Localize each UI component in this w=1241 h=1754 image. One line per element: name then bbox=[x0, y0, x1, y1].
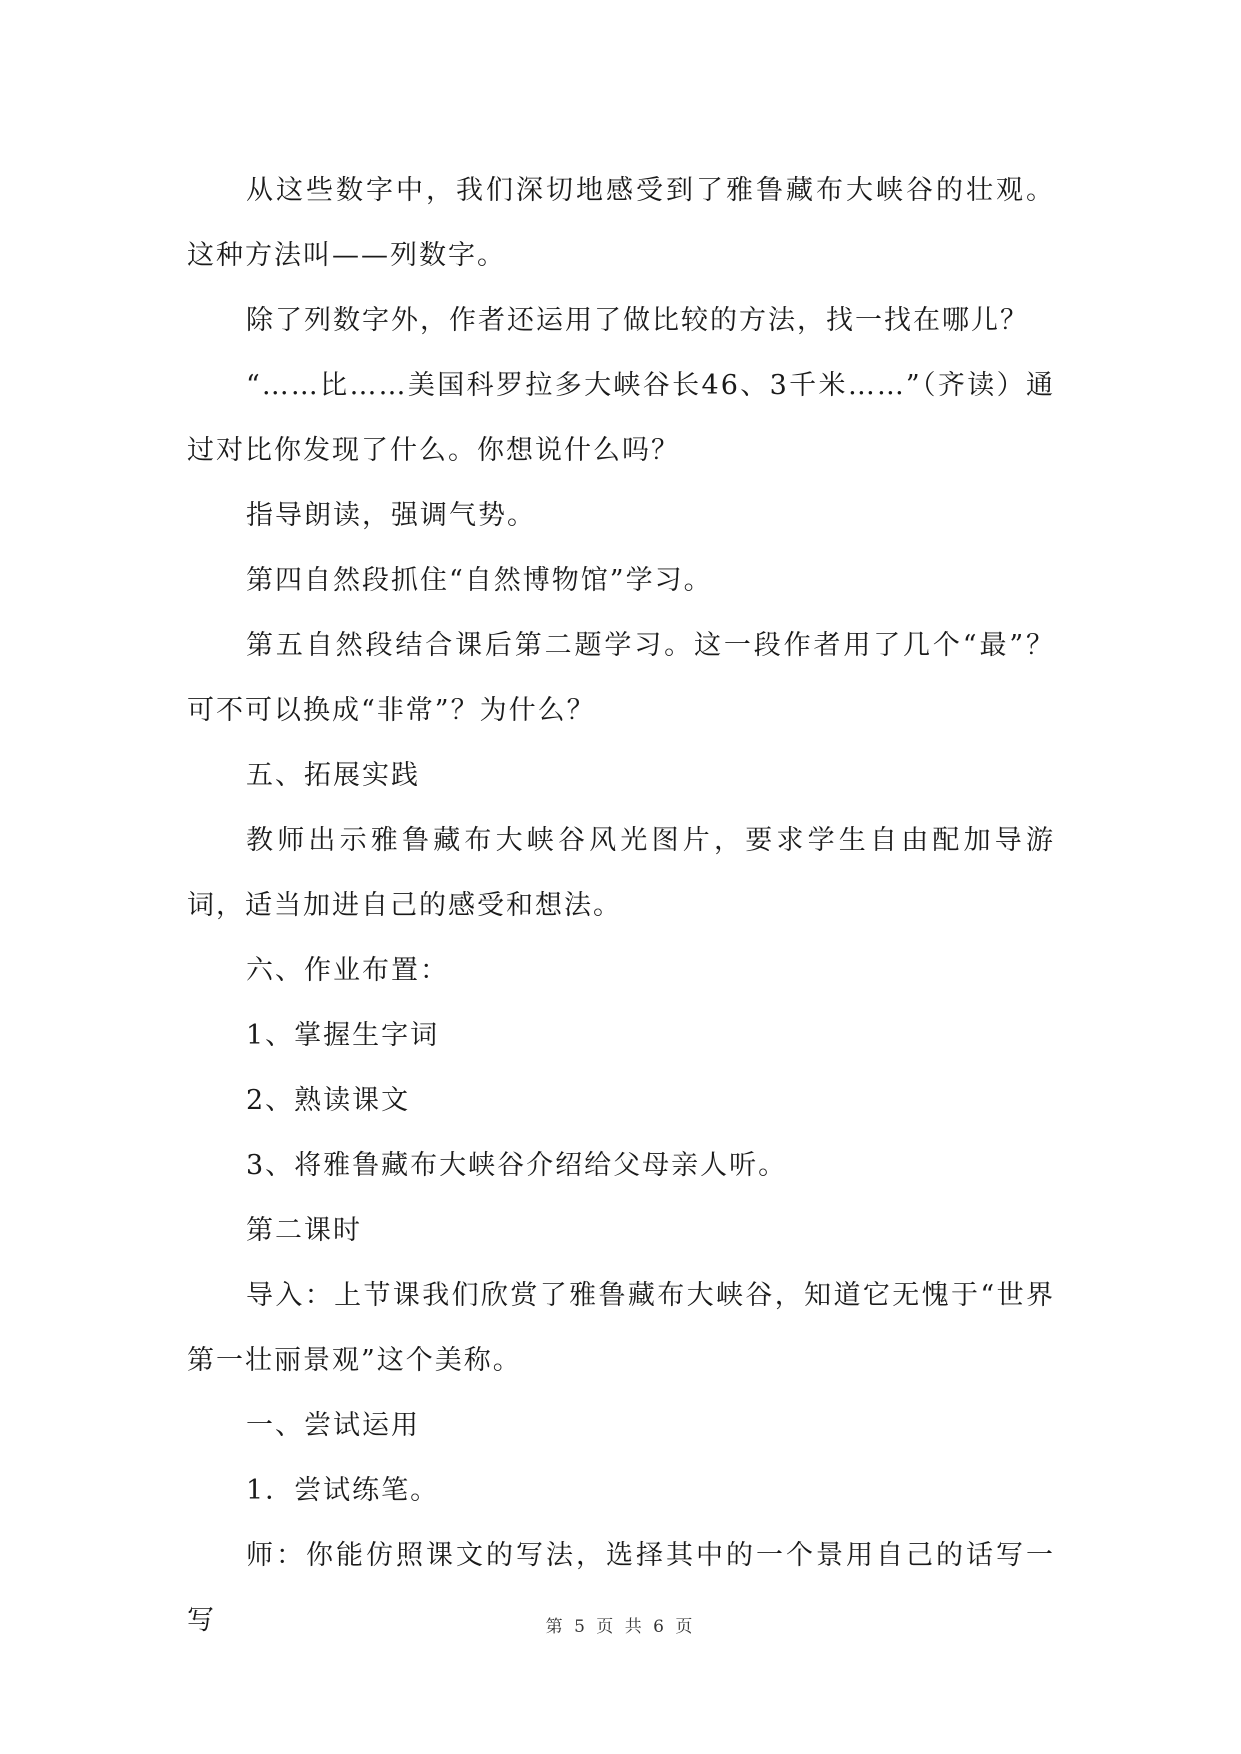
paragraph: 师：你能仿照课文的写法，选择其中的一个景用自己的话写一写 bbox=[187, 1540, 1055, 1636]
paragraph: 指导朗读，强调气势。 bbox=[246, 500, 536, 531]
list-item: 2、熟读课文 bbox=[246, 1085, 411, 1116]
paragraph: 除了列数字外，作者还运用了做比较的方法，找一找在哪儿？ bbox=[246, 305, 1029, 336]
section-heading: 第二课时 bbox=[246, 1215, 362, 1246]
list-item: 3、将雅鲁藏布大峡谷介绍给父母亲人听。 bbox=[246, 1150, 788, 1181]
list-item: 1、掌握生字词 bbox=[246, 1020, 440, 1051]
paragraph: 教师出示雅鲁藏布大峡谷风光图片，要求学生自由配加导游词，适当加进自己的感受和想法。 bbox=[187, 825, 1055, 921]
section-heading: 五、拓展实践 bbox=[246, 760, 420, 791]
section-heading: 一、尝试运用 bbox=[246, 1410, 420, 1441]
page-number-footer: 第 5 页 共 6 页 bbox=[545, 1617, 696, 1637]
section-heading: 六、作业布置： bbox=[246, 955, 449, 986]
paragraph: 第四自然段抓住“自然博物馆”学习。 bbox=[246, 565, 713, 596]
paragraph: 导入：上节课我们欣赏了雅鲁藏布大峡谷，知道它无愧于“世界第一壮丽景观”这个美称。 bbox=[187, 1280, 1055, 1376]
document-body bbox=[187, 158, 1055, 1653]
paragraph: 第五自然段结合课后第二题学习。这一段作者用了几个“最”？可不可以换成“非常”？为什么？ bbox=[187, 630, 1055, 726]
paragraph: “……比……美国科罗拉多大峡谷长46、3千米……”（齐读）通过对比你发现了什么。你想说什么吗？ bbox=[187, 370, 1055, 466]
paragraph: 从这些数字中，我们深切地感受到了雅鲁藏布大峡谷的壮观。这种方法叫——列数字。 bbox=[187, 175, 1055, 271]
list-item: 1．尝试练笔。 bbox=[246, 1475, 440, 1506]
